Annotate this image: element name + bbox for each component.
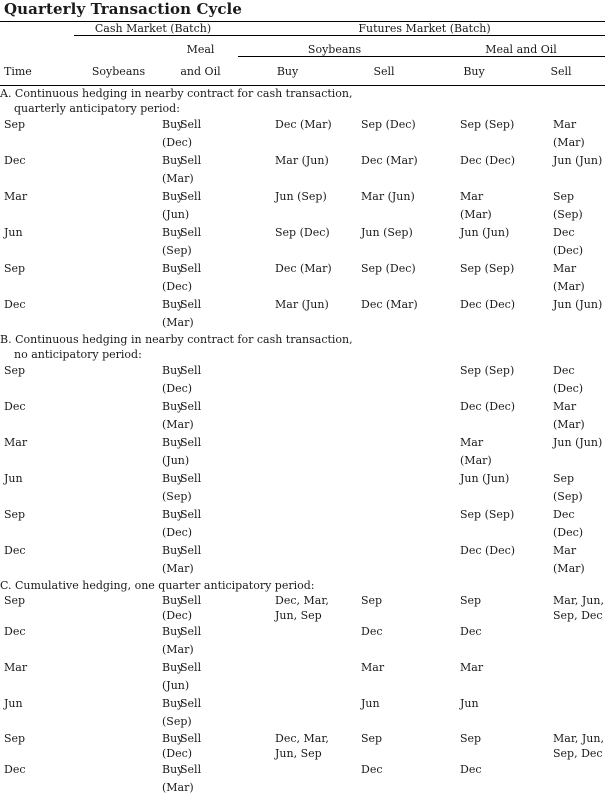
- cell-futures-soy-buy: [238, 506, 337, 542]
- cell-futures-meal-buy: Jun (Jun): [431, 470, 517, 506]
- cell-cash-soybeans: Buy (Dec): [74, 506, 163, 542]
- cell-futures-soy-buy: [238, 434, 337, 470]
- cell-futures-soy-buy: Dec (Mar): [238, 116, 337, 152]
- table-row: [0, 623, 605, 659]
- cell-futures-soy-buy: [238, 761, 337, 797]
- cell-cash-meal-oil: Sell: [163, 116, 238, 152]
- section-heading: [0, 578, 605, 593]
- cell-futures-soy-buy: Mar (Jun): [238, 152, 337, 188]
- cell-futures-meal-buy: Sep (Sep): [431, 362, 517, 398]
- cell-cash-meal-oil: Sell: [163, 188, 238, 224]
- cell-time: Mar: [0, 188, 74, 224]
- table-row: [0, 761, 605, 797]
- cell-futures-meal-sell: Mar (Mar): [517, 398, 605, 434]
- cell-cash-soybeans: Buy (Dec): [74, 260, 163, 296]
- cell-futures-meal-sell: Mar (Mar): [517, 260, 605, 296]
- cell-time: Mar: [0, 434, 74, 470]
- cell-futures-meal-sell: Jun (Jun): [517, 434, 605, 470]
- table-row: [0, 362, 605, 398]
- cell-cash-soybeans: Buy (Mar): [74, 296, 163, 332]
- cell-futures-soy-sell: Jun: [337, 695, 431, 731]
- cell-futures-soy-sell: Dec: [337, 623, 431, 659]
- cell-futures-soy-buy: Dec, Mar, Jun, Sep: [238, 593, 337, 623]
- header-row-2: [0, 43, 605, 65]
- cell-futures-meal-buy: Dec: [431, 761, 517, 797]
- cell-futures-meal-buy: Mar (Mar): [431, 434, 517, 470]
- cell-futures-soy-sell: Dec: [337, 761, 431, 797]
- col-soy-buy: Buy: [238, 65, 337, 86]
- table-row: [0, 470, 605, 506]
- table-title: Quarterly Transaction Cycle: [4, 0, 242, 18]
- cell-futures-soy-buy: [238, 542, 337, 578]
- cell-futures-meal-sell: Jun (Jun): [517, 296, 605, 332]
- cell-cash-meal-oil: Sell: [163, 659, 238, 695]
- cell-cash-soybeans: Buy (Sep): [74, 470, 163, 506]
- col-time: Time: [0, 65, 74, 86]
- cell-time: Mar: [0, 659, 74, 695]
- futures-market-label: Futures Market (Batch): [238, 22, 605, 36]
- cell-time: Dec: [0, 761, 74, 797]
- cell-futures-soy-buy: Dec, Mar, Jun, Sep: [238, 731, 337, 761]
- cell-cash-soybeans: Buy (Mar): [74, 152, 163, 188]
- section-label: A. Continuous hedging in nearby contract for cash transaction,: [0, 86, 605, 101]
- cell-time: Jun: [0, 224, 74, 260]
- section-heading: [0, 86, 605, 117]
- cell-time: Sep: [0, 506, 74, 542]
- cell-futures-soy-buy: Mar (Jun): [238, 296, 337, 332]
- col-meal-oil: and Oil: [163, 65, 238, 86]
- table-row: [0, 434, 605, 470]
- cell-futures-soy-buy: Dec (Mar): [238, 260, 337, 296]
- cell-futures-soy-sell: Sep (Dec): [337, 260, 431, 296]
- section-label-continued: no anticipatory period:: [0, 347, 605, 362]
- cell-cash-meal-oil: Sell: [163, 470, 238, 506]
- cell-futures-meal-buy: Sep (Sep): [431, 506, 517, 542]
- cell-time: Jun: [0, 470, 74, 506]
- table-row: [0, 542, 605, 578]
- cell-futures-soy-sell: [337, 470, 431, 506]
- section-heading: [0, 332, 605, 362]
- cell-futures-meal-sell: Dec (Dec): [517, 506, 605, 542]
- cell-cash-soybeans: Buy (Mar): [74, 398, 163, 434]
- cell-cash-soybeans: Buy (Jun): [74, 188, 163, 224]
- cell-futures-soy-sell: [337, 362, 431, 398]
- cell-cash-soybeans: Buy (Mar): [74, 623, 163, 659]
- cell-cash-meal-oil: Sell: [163, 152, 238, 188]
- cell-cash-meal-oil: Sell: [163, 731, 238, 761]
- cell-futures-meal-buy: Dec: [431, 623, 517, 659]
- cell-cash-soybeans: Buy (Mar): [74, 761, 163, 797]
- cell-futures-meal-buy: Dec (Dec): [431, 398, 517, 434]
- cell-futures-meal-sell: Sep (Sep): [517, 188, 605, 224]
- cell-futures-soy-sell: [337, 434, 431, 470]
- cell-time: Dec: [0, 296, 74, 332]
- col-soybeans: Soybeans: [74, 65, 163, 86]
- cell-futures-soy-buy: [238, 623, 337, 659]
- cell-cash-meal-oil: Sell: [163, 260, 238, 296]
- cell-time: Sep: [0, 731, 74, 761]
- cell-futures-meal-sell: Dec (Dec): [517, 362, 605, 398]
- cell-cash-soybeans: Buy (Jun): [74, 434, 163, 470]
- cell-futures-meal-buy: Sep (Sep): [431, 260, 517, 296]
- soybeans-group-header: [238, 43, 431, 65]
- table-row: [0, 152, 605, 188]
- cell-time: Sep: [0, 116, 74, 152]
- cell-cash-soybeans: Buy (Sep): [74, 695, 163, 731]
- cell-cash-soybeans: Buy (Jun): [74, 659, 163, 695]
- cell-futures-meal-sell: [517, 659, 605, 695]
- cell-futures-soy-buy: [238, 398, 337, 434]
- cell-futures-soy-sell: Mar (Jun): [337, 188, 431, 224]
- cell-futures-meal-sell: [517, 623, 605, 659]
- cell-cash-meal-oil: Sell: [163, 224, 238, 260]
- table-row: [0, 731, 605, 761]
- col-soy-sell: Sell: [337, 65, 431, 86]
- cell-time: Jun: [0, 695, 74, 731]
- cell-futures-meal-buy: Dec (Dec): [431, 152, 517, 188]
- cell-futures-meal-sell: Mar (Mar): [517, 116, 605, 152]
- cell-cash-soybeans: Buy (Mar): [74, 542, 163, 578]
- table-row: [0, 260, 605, 296]
- cell-futures-meal-sell: [517, 761, 605, 797]
- table-row: [0, 296, 605, 332]
- cell-futures-meal-sell: Dec (Dec): [517, 224, 605, 260]
- transaction-table: [0, 21, 605, 797]
- cell-futures-meal-sell: Mar, Jun, Sep, Dec: [517, 731, 605, 761]
- table-row: [0, 593, 605, 623]
- section-label: C. Cumulative hedging, one quarter anticipatory period:: [0, 578, 605, 593]
- header-row-1: [0, 22, 605, 44]
- cell-futures-soy-sell: Sep: [337, 731, 431, 761]
- cell-futures-soy-sell: Dec (Mar): [337, 296, 431, 332]
- cell-futures-soy-sell: [337, 398, 431, 434]
- cell-futures-meal-buy: Dec (Dec): [431, 296, 517, 332]
- meal-oil-group-header: [431, 43, 605, 65]
- cell-time: Sep: [0, 260, 74, 296]
- cell-time: Dec: [0, 398, 74, 434]
- cell-futures-soy-buy: Sep (Dec): [238, 224, 337, 260]
- cell-futures-soy-sell: [337, 542, 431, 578]
- cell-time: Dec: [0, 152, 74, 188]
- table-row: [0, 695, 605, 731]
- cash-market-header: [74, 22, 238, 44]
- cell-futures-meal-buy: Jun: [431, 695, 517, 731]
- cell-futures-soy-buy: Jun (Sep): [238, 188, 337, 224]
- cell-cash-meal-oil: Sell: [163, 761, 238, 797]
- cell-futures-meal-buy: Mar (Mar): [431, 188, 517, 224]
- cell-cash-meal-oil: Sell: [163, 593, 238, 623]
- cell-cash-soybeans: Buy (Sep): [74, 224, 163, 260]
- cell-cash-soybeans: Buy (Dec): [74, 593, 163, 623]
- cell-futures-meal-sell: Mar, Jun, Sep, Dec: [517, 593, 605, 623]
- col-meal-sell: Sell: [517, 65, 605, 86]
- cell-futures-soy-buy: [238, 659, 337, 695]
- cell-time: Dec: [0, 623, 74, 659]
- table-row: [0, 398, 605, 434]
- meal-oil-group-label: Meal and Oil: [431, 43, 605, 57]
- cell-cash-meal-oil: Sell: [163, 362, 238, 398]
- cell-futures-meal-sell: [517, 695, 605, 731]
- cell-futures-soy-buy: [238, 362, 337, 398]
- cell-futures-meal-buy: Sep: [431, 731, 517, 761]
- futures-market-header: [238, 22, 605, 44]
- cell-futures-soy-sell: Jun (Sep): [337, 224, 431, 260]
- cell-futures-meal-buy: Sep (Sep): [431, 116, 517, 152]
- cell-cash-meal-oil: Sell: [163, 623, 238, 659]
- cell-futures-meal-buy: Sep: [431, 593, 517, 623]
- cell-cash-soybeans: Buy (Dec): [74, 731, 163, 761]
- section-label: B. Continuous hedging in nearby contract for cash transaction,: [0, 332, 605, 347]
- cell-cash-meal-oil: Sell: [163, 398, 238, 434]
- col-meal-buy: Buy: [431, 65, 517, 86]
- header-row-3: [0, 65, 605, 86]
- table-row: [0, 506, 605, 542]
- cell-cash-meal-oil: Sell: [163, 542, 238, 578]
- table-row: [0, 659, 605, 695]
- cell-futures-soy-sell: [337, 506, 431, 542]
- table-row: [0, 188, 605, 224]
- cell-futures-meal-sell: Mar (Mar): [517, 542, 605, 578]
- cell-cash-meal-oil: Sell: [163, 506, 238, 542]
- meal-oil-line1: Meal: [163, 43, 238, 65]
- cell-futures-meal-buy: Jun (Jun): [431, 224, 517, 260]
- table-row: [0, 224, 605, 260]
- section-label-continued: quarterly anticipatory period:: [0, 101, 605, 116]
- cell-futures-soy-sell: Sep (Dec): [337, 116, 431, 152]
- soybeans-group-label: Soybeans: [238, 43, 431, 57]
- cell-time: Dec: [0, 542, 74, 578]
- cell-cash-soybeans: Buy (Dec): [74, 362, 163, 398]
- cell-futures-meal-buy: Dec (Dec): [431, 542, 517, 578]
- cell-futures-meal-buy: Mar: [431, 659, 517, 695]
- cell-time: Sep: [0, 362, 74, 398]
- cell-cash-meal-oil: Sell: [163, 434, 238, 470]
- cell-futures-soy-sell: Mar: [337, 659, 431, 695]
- cell-futures-soy-buy: [238, 695, 337, 731]
- cell-futures-soy-sell: Sep: [337, 593, 431, 623]
- cell-futures-soy-sell: Dec (Mar): [337, 152, 431, 188]
- cell-cash-meal-oil: Sell: [163, 695, 238, 731]
- cell-futures-meal-sell: Jun (Jun): [517, 152, 605, 188]
- cell-time: Sep: [0, 593, 74, 623]
- cell-futures-soy-buy: [238, 470, 337, 506]
- table-body: [0, 22, 605, 797]
- cell-cash-soybeans: Buy (Dec): [74, 116, 163, 152]
- cell-futures-meal-sell: Sep (Sep): [517, 470, 605, 506]
- cell-cash-meal-oil: Sell: [163, 296, 238, 332]
- table-row: [0, 116, 605, 152]
- cash-market-label: Cash Market (Batch): [74, 22, 238, 36]
